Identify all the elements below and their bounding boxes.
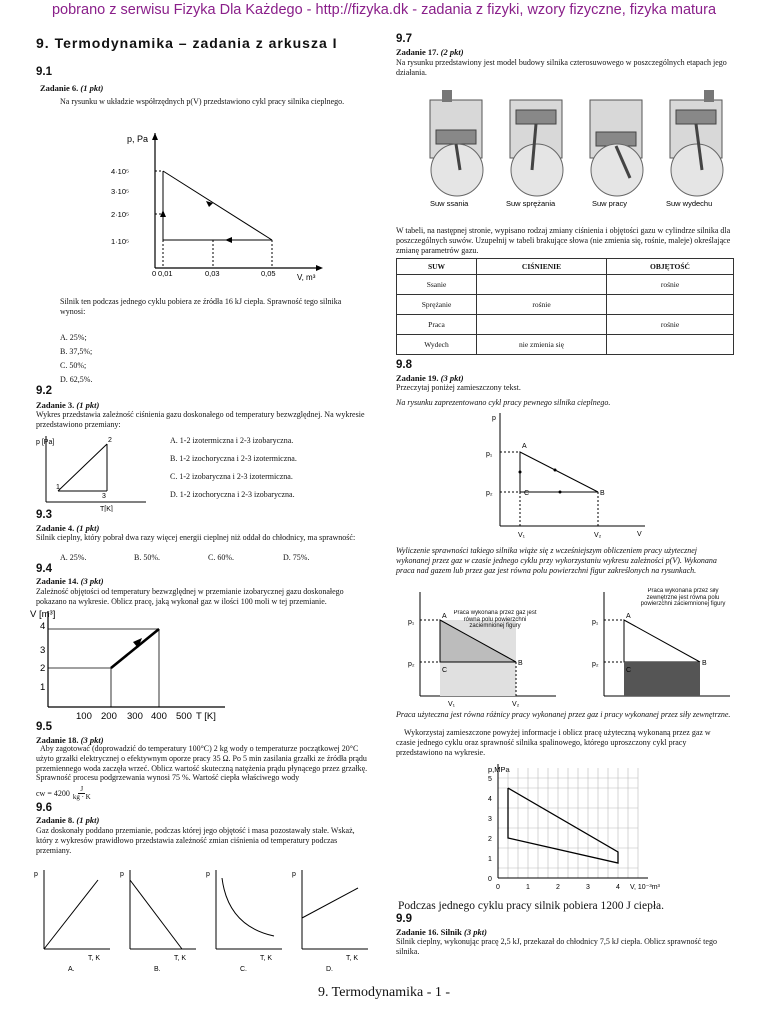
svg-text:p: p bbox=[492, 415, 496, 422]
formula-denominator: kg · K bbox=[72, 793, 91, 801]
task-text: Na rysunku przedstawiony jest model budowy silnika czterosuwowego w poszczególnych etapach jego działania. bbox=[396, 58, 727, 77]
chart-d bbox=[292, 870, 368, 973]
svg-text:V₂: V₂ bbox=[512, 701, 520, 708]
option-c: C. 50%; bbox=[60, 361, 87, 370]
svg-text:A: A bbox=[522, 443, 527, 450]
option-label: A. bbox=[68, 966, 75, 973]
svg-text:B: B bbox=[518, 660, 523, 667]
point-label: 2 bbox=[108, 437, 112, 444]
task-text: Silnik cieplny, który pobrał dwa razy więcej energii cieplnej niż oddał do chłodnicy, ma sprawność: bbox=[36, 533, 356, 542]
x-tick: 400 bbox=[151, 711, 167, 722]
y-tick: 1 bbox=[40, 682, 46, 693]
y-tick: 0 bbox=[488, 876, 492, 883]
x-tick: 0,05 bbox=[261, 269, 276, 278]
strokes-table bbox=[396, 258, 734, 355]
y-tick: 4 bbox=[488, 796, 492, 803]
engine-label: Suw sprężania bbox=[506, 199, 556, 208]
option-a: A. 1-2 izotermiczna i 2-3 izobaryczna. bbox=[170, 436, 294, 445]
svg-text:p₁: p₁ bbox=[592, 619, 599, 626]
svg-text:C: C bbox=[442, 667, 448, 674]
y-tick: 2·10⁵ bbox=[111, 210, 130, 219]
engine-compression bbox=[506, 100, 563, 208]
work-area-charts bbox=[396, 588, 736, 708]
table-header: CIŚNIENIE bbox=[477, 259, 607, 275]
table-row: Wydech nie zmienia się bbox=[397, 335, 734, 355]
point-label: 3 bbox=[102, 493, 106, 500]
task-text: Aby zagotować (doprowadzić do temperatury 100°C) 2 kg wody o temperaturze początkowej 20°C użyto grzałki elektrycznej o efektywnym oporze pracy 35 Ω. Po 5 min zasilania grzałki ze źródła prądu przemiennego woda zaczęła wrzeć. Oblicz wartość skuteczną natężenia prądu płynącego przez grzałkę. Sprawność procesu podgrzewania wynosi 75 %. Wartość ciepła właściwego wody bbox=[36, 744, 368, 783]
engine-intake bbox=[430, 90, 483, 208]
x-axis-label: V, 10⁻³m³ bbox=[630, 884, 660, 891]
y-tick: 1·10⁵ bbox=[111, 237, 130, 246]
table-header: SUW bbox=[397, 259, 477, 275]
section-9-9-number: 9.9 bbox=[396, 913, 412, 925]
svg-text:p₁: p₁ bbox=[486, 451, 493, 458]
right-caption: Praca wykonana przez siły zewnętrzne jest równa polu powierzchni zaciemnionej figury bbox=[640, 588, 726, 608]
engine-strokes-illustration bbox=[410, 88, 740, 213]
section-9-6-number: 9.6 bbox=[36, 802, 52, 814]
table-row: Sprężanie rośnie bbox=[397, 295, 734, 315]
chart-a bbox=[34, 870, 110, 973]
y-axis-label: p, Pa bbox=[127, 134, 149, 144]
task-text: Zależność objętości od temperatury bezwzględnej w przemianie izobarycznej gazu doskonałego pokazano na wykresie. Oblicz pracę, jaką wykonał gaz w ilości 100 moli w tej przemianie. bbox=[36, 587, 344, 606]
formula-lhs: cw = 4200 bbox=[36, 788, 70, 798]
x-tick: 0,01 bbox=[158, 269, 173, 278]
task-text: Na rysunku w układzie współrzędnych p(V) przedstawiono cykl pracy silnika cieplnego. bbox=[60, 97, 345, 106]
task-text-2: Wykorzystaj zamieszczone powyżej informacje i oblicz pracę użyteczną wykonaną przez gaz w czasie jednego cyklu oraz sprawność silnika spalinowego, którego uproszczony cykl pracy przedstawiono na wykresie. bbox=[396, 728, 711, 757]
svg-text:A: A bbox=[626, 613, 631, 620]
svg-text:V₂: V₂ bbox=[594, 532, 602, 539]
y-tick: 1 bbox=[488, 856, 492, 863]
option-label: B. bbox=[154, 966, 161, 973]
svg-text:V₁: V₁ bbox=[448, 701, 456, 708]
engine-label: Suw ssania bbox=[430, 199, 469, 208]
task-text: Silnik cieplny, wykonując pracę 2,5 kJ, przekazał do chłodnicy 7,5 kJ ciepła. Oblicz sprawność tego silnika. bbox=[396, 937, 717, 956]
table-row: Praca rośnie bbox=[397, 315, 734, 335]
italic-text-1: Na rysunku zaprezentowano cykl pracy pewnego silnika cieplnego. bbox=[396, 398, 611, 407]
section-9-8-number: 9.8 bbox=[396, 359, 412, 371]
svg-text:p: p bbox=[120, 871, 124, 878]
grid-chart-caption: Podczas jednego cyklu pracy silnik pobiera 1200 J ciepła. bbox=[398, 900, 665, 912]
task-text-2: W tabeli, na następnej stronie, wypisano rodzaj zmiany ciśnienia i objętości gazu w cylindrze silnika dla poszczególnych suwów. Uzupełnij w tabeli brakujące słowa (nie zmienia się, rośnie, maleje) określające zmianę parametrów gazu. bbox=[396, 226, 731, 255]
option-b: B. 1-2 izochoryczna i 2-3 izotermiczna. bbox=[170, 454, 297, 463]
option-a: A. 25%; bbox=[60, 333, 87, 342]
page-footer: 9. Termodynamika - 1 - bbox=[317, 985, 451, 1000]
pv-cycle-chart bbox=[105, 128, 335, 283]
option-b: B. 37,5%; bbox=[60, 347, 93, 356]
svg-text:V₁: V₁ bbox=[518, 532, 526, 539]
x-tick: 500 bbox=[176, 711, 192, 722]
task-text: Wykres przedstawia zależność ciśnienia gazu doskonałego od temperatury bezwzględnej. Na wykresie przedstawiono przemiany: bbox=[36, 410, 365, 429]
task-label: Zadanie 19. (3 pkt) bbox=[396, 373, 464, 383]
option-d: D. 1-2 izochoryczna i 2-3 izobaryczna. bbox=[170, 490, 295, 499]
table-header: OBJĘTOŚĆ bbox=[607, 259, 734, 275]
x-axis-label: T[K] bbox=[100, 506, 113, 512]
table-row: Ssanie rośnie bbox=[397, 275, 734, 295]
svg-text:C: C bbox=[524, 490, 530, 497]
y-tick: 4 bbox=[40, 621, 46, 632]
svg-text:p: p bbox=[206, 871, 210, 878]
task-question: Silnik ten podczas jednego cyklu pobiera ze źródła 16 kJ ciepła. Sprawność tego silnika wynosi: bbox=[60, 297, 342, 316]
svg-text:p₁: p₁ bbox=[408, 619, 415, 626]
chart-b bbox=[120, 870, 196, 973]
y-tick: 2 bbox=[488, 836, 492, 843]
svg-text:p: p bbox=[34, 871, 38, 878]
task-label: Zadanie 18. (3 pkt) bbox=[36, 735, 104, 745]
option-label: D. bbox=[326, 966, 333, 973]
section-9-3-number: 9.3 bbox=[36, 509, 52, 521]
x-tick: 3 bbox=[586, 884, 590, 891]
x-tick: 2 bbox=[556, 884, 560, 891]
x-axis-label: T [K] bbox=[196, 711, 216, 722]
task-text: Przeczytaj poniżej zamieszczony tekst. bbox=[396, 383, 521, 392]
svg-text:T, K: T, K bbox=[174, 955, 187, 962]
engine-exhaust bbox=[666, 90, 723, 208]
x-tick: 300 bbox=[127, 711, 143, 722]
task-label: Zadanie 14. (3 pkt) bbox=[36, 576, 104, 586]
x-tick: 200 bbox=[101, 711, 117, 722]
y-axis-label: V [m³] bbox=[30, 609, 56, 620]
y-axis-label: p,MPa bbox=[488, 765, 510, 774]
abc-cycle-chart bbox=[480, 408, 650, 543]
svg-text:T, K: T, K bbox=[88, 955, 101, 962]
task-label: Zadanie 6. (1 pkt) bbox=[40, 83, 104, 93]
y-tick: 2 bbox=[40, 663, 46, 674]
section-9-2-number: 9.2 bbox=[36, 385, 52, 397]
external-work-chart bbox=[592, 588, 730, 696]
x-tick: 0 bbox=[152, 269, 157, 278]
svg-text:T, K: T, K bbox=[346, 955, 359, 962]
option-b: B. 50%. bbox=[134, 553, 160, 562]
svg-text:p₂: p₂ bbox=[592, 661, 599, 668]
y-tick: 3 bbox=[488, 816, 492, 823]
site-header: pobrano z serwisu Fizyka Dla Każdego - http://fizyka.dk - zadania z fizyki, wzory fizyczne, fizyka matura bbox=[51, 2, 717, 18]
svg-text:T, K: T, K bbox=[260, 955, 273, 962]
option-a: A. 25%. bbox=[60, 553, 87, 562]
option-d: D. 75%. bbox=[283, 553, 310, 562]
x-tick: 4 bbox=[616, 884, 620, 891]
task-label: Zadanie 3. (1 pkt) bbox=[36, 400, 100, 410]
task-label: Zadanie 16. Silnik (3 pkt) bbox=[396, 927, 487, 937]
formula bbox=[36, 786, 91, 801]
section-9-5-number: 9.5 bbox=[36, 721, 52, 733]
svg-text:p₂: p₂ bbox=[486, 490, 493, 497]
pt-chart bbox=[36, 432, 156, 512]
y-tick: 3·10⁵ bbox=[111, 187, 130, 196]
svg-text:B: B bbox=[702, 660, 707, 667]
engine-label: Suw pracy bbox=[592, 199, 628, 208]
italic-text-2: Wyliczenie sprawności takiego silnika wiąże się z wcześniejszym obliczeniem pracy użytecznej wykonanej przez gaz w czasie jednego cyklu przy wykorzystaniu wykresu zależności p(V). Wykonana praca nad gazem lub przez gaz jest równa polu powierzchni figur zakreślonych na rysunkach. bbox=[396, 546, 717, 575]
x-tick: 1 bbox=[526, 884, 530, 891]
task-label: Zadanie 8. (1 pkt) bbox=[36, 815, 100, 825]
svg-text:C: C bbox=[626, 667, 632, 674]
x-axis-label: V, m³ bbox=[297, 273, 316, 282]
y-axis-label: p [Pa] bbox=[36, 439, 55, 446]
y-tick: 3 bbox=[40, 645, 46, 656]
section-9-4-number: 9.4 bbox=[36, 563, 52, 575]
option-c: C. 1-2 izobaryczna i 2-3 izotermiczna. bbox=[170, 472, 293, 481]
option-label: C. bbox=[240, 966, 247, 973]
left-caption: Praca wykonana przez gaz jest równa polu powierzchni zaciemnionej figury bbox=[453, 610, 537, 630]
task-label: Zadanie 4. (1 pkt) bbox=[36, 523, 100, 533]
section-9-1-number: 9.1 bbox=[36, 66, 52, 78]
x-tick: 100 bbox=[76, 711, 92, 722]
engine-power bbox=[590, 100, 643, 208]
vt-chart bbox=[30, 605, 230, 723]
chart-c bbox=[206, 870, 282, 973]
gas-work-chart bbox=[408, 592, 556, 708]
svg-text:B: B bbox=[600, 490, 605, 497]
pv-grid-chart bbox=[478, 760, 688, 895]
italic-text-3: Praca użyteczna jest równa różnicy pracy wykonanej przez gaz i pracy wykonanej przez siły zewnętrzne. bbox=[396, 710, 731, 719]
point-label: 1 bbox=[56, 484, 60, 491]
formula-numerator: J bbox=[80, 785, 84, 793]
section-9-7-number: 9.7 bbox=[396, 33, 412, 45]
x-tick: 0 bbox=[496, 884, 500, 891]
svg-text:A: A bbox=[442, 613, 447, 620]
y-tick: 5 bbox=[488, 776, 492, 783]
engine-label: Suw wydechu bbox=[666, 199, 713, 208]
svg-text:V: V bbox=[637, 531, 642, 538]
svg-text:p₂: p₂ bbox=[408, 661, 415, 668]
pt-options-charts bbox=[30, 864, 370, 974]
task-label: Zadanie 17. (2 pkt) bbox=[396, 47, 464, 57]
option-c: C. 60%. bbox=[208, 553, 234, 562]
task-text: Gaz doskonały poddano przemianie, podczas której jego objętość i masa pozostawały stałe. Wskaż, który z wykresów prawidłowo przedstawia zależność zmian ciśnienia od temperatury podczas przemiany. bbox=[36, 826, 355, 855]
y-tick: 4·10⁵ bbox=[111, 167, 130, 176]
svg-text:p: p bbox=[292, 871, 296, 878]
option-d: D. 62,5%. bbox=[60, 375, 93, 384]
page-title: 9. Termodynamika – zadania z arkusza I bbox=[36, 35, 338, 51]
x-tick: 0,03 bbox=[205, 269, 220, 278]
